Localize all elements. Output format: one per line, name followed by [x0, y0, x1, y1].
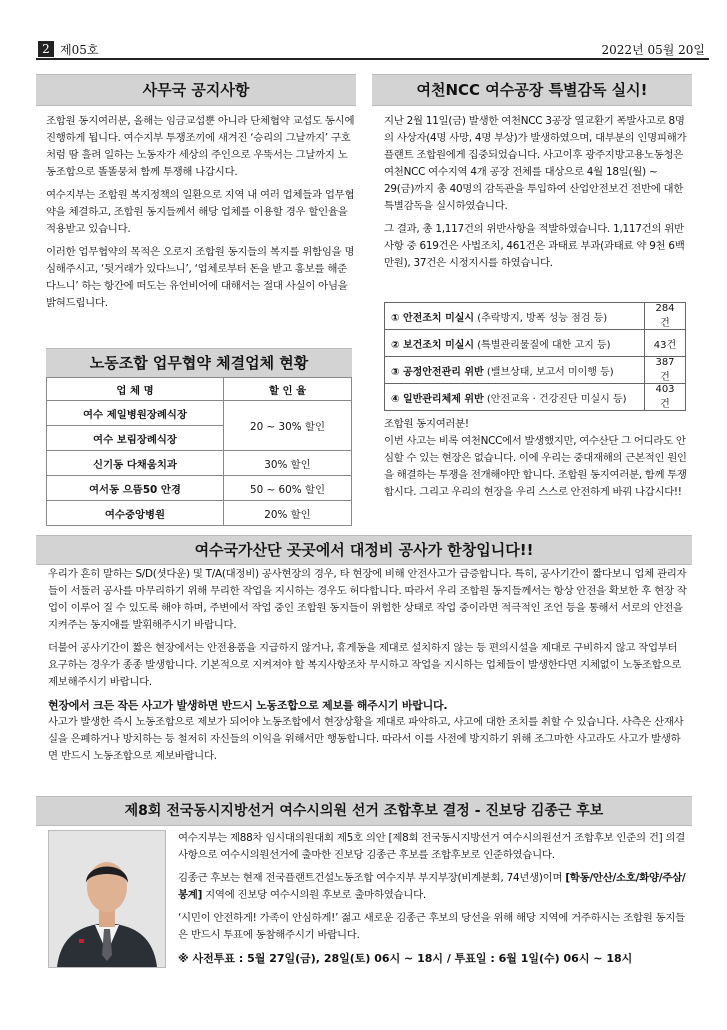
closing-text: 이번 사고는 비록 여천NCC에서 발생했지만, 여수산단 그 어디라도 안심할 수 있는 현장은 없습니다. 이에 우리는 중대재해의 근본적인 원인을 해결하는 투쟁을 전개해야만 합니다. 조합원 동지여러분, 함께 투쟁합시다. 그리고 우리의 현장을 우리 스스로 안전하게 바꿔 나갑시다!! — [384, 435, 687, 498]
construction-title: 여수국가산단 곳곳에서 대정비 공사가 한창입니다!! — [36, 535, 692, 565]
violation-count: 387건 — [645, 357, 686, 384]
table-header-row — [47, 378, 352, 401]
table-row — [47, 451, 352, 476]
partner-name: 신기동 다채움치과 — [47, 451, 224, 476]
violation-detail: (안전교육 · 건강진단 미실시 등) — [483, 393, 627, 405]
inspection-paragraph: 지난 2월 11일(금) 발생한 여천NCC 3공장 열교환기 폭발사고로 8명의 사상자(4명 사망, 4명 부상)가 발생하였으며, 대부분의 인명피해가 플랜트 조합원에게 집중되었습니다. 사고이후 광주지방고용노동청은 여천NCC 여수지역 4개 공장 전체를 대상으로 4월 18일(월) ~ 29(금)까지 총 40명의 감독관을 투입하여 산업안전보건 전반에 대한 특별감독을 실시하였습니다. — [384, 115, 687, 212]
construction-paragraph: 더불어 공사기간이 짧은 현장에서는 안전용품을 지급하지 않거나, 휴게동을 제대로 설치하지 않는 등 편의시설을 제대로 구비하지 않고 작업부터 요구하는 경우가 종종 발생합니다. 기본적으로 지켜져야 할 복지사항조차 무시하고 작업을 지시하는 업체들이 발생한다면 지체없이 노동조합으로 제보해주시기 바랍니다. — [48, 642, 682, 688]
table-row — [47, 476, 352, 501]
election-paragraph: 여수지부는 제88차 임시대의원대회 제5호 의안 [제8회 전국동시지방선거 여수시의원선거 조합후보 인준의 건] 의결사항으로 여수시의원선거에 출마한 진보당 김종근 후보를 조합후보로 인준하였습니다. — [178, 832, 686, 861]
violation-count: 403건 — [645, 384, 686, 411]
candidate-portrait-image — [49, 831, 165, 967]
violation-count: 284건 — [645, 303, 686, 330]
election-body — [178, 830, 690, 966]
violation-detail: (추락방지, 방폭 성능 점검 등) — [474, 312, 608, 324]
column-header: 업 체 명 — [47, 378, 224, 401]
violation-item — [385, 303, 645, 330]
construction-paragraph: 우리가 흔히 말하는 S/D(셧다운) 및 T/A(대정비) 공사현장의 경우, 타 현장에 비해 안전사고가 급증합니다. 특히, 공사기간이 짧다보니 업체 관리자들이 서둘러 공사를 마무리하기 위해 무리한 작업을 지시하는 경우도 허다합니다. 따라서 우리 조합원 동지들께서는 항상 안전을 확보한 후 현장 작업이 이루어 질 수 있도록 해야 하며, 주변에서 작업 중인 조합원 동지들이 위험한 상태로 작업 중이라면 적극적인 조언 등을 통해서 서로의 안전을 지켜주는 동지애를 발휘해주시기 바랍니다. — [48, 568, 687, 631]
inspection-body — [384, 113, 688, 278]
violation-type: ④ 일반관리체제 위반 — [391, 393, 484, 405]
notice-paragraph: 이러한 업무협약의 목적은 오로지 조합원 동지들의 복지를 위함임을 명심해주시고, ‘뒷거래가 있다느니’, ‘업체로부터 돈을 받고 홍보를 해준다느니’ 하는 항간에 떠도는 유언비어에 대해서는 절대 사실이 아님을 밝혀드립니다. — [46, 246, 355, 309]
violations-table — [384, 302, 686, 411]
election-paragraph: ‘시민이 안전하게! 가족이 안심하게!’ 젊고 새로운 김종근 후보의 당선을 위해 해당 지역에 거주하시는 조합원 동지들은 반드시 투표에 동참해주시기 바랍니다. — [178, 912, 685, 941]
column-header: 할 인 율 — [224, 378, 352, 401]
election-title: 제8회 전국동시지방선거 여수시의원 선거 조합후보 결정 - 진보당 김종근 후보 — [36, 796, 692, 826]
voting-schedule: ※ 사전투표 : 5월 27일(금), 28일(토) 06시 ~ 18시 / 투표일 : 6월 1일(수) 06시 ~ 18시 — [178, 952, 633, 965]
construction-body — [48, 566, 688, 771]
notice-body — [46, 113, 356, 318]
table-row — [385, 303, 686, 330]
candidate-text: 지역에 진보당 여수시의원 후보로 출마하였습니다. — [202, 889, 426, 901]
partner-rate: 50 ~ 60% 할인 — [224, 476, 352, 501]
inspection-paragraph: 그 결과, 총 1,117건의 위반사항을 적발하였습니다. 1,117건의 위반사항 중 619건은 사법조치, 461건은 과태료 부과(과태료 약 9천 6백만원), 37건은 시정지시를 하였습니다. — [384, 223, 685, 269]
candidate-text: 김종근 후보는 현재 전국플랜트건설노동조합 여수지부 부지부장(비계분회, 74년생)이며 — [178, 872, 566, 884]
issue-date: 2022년 05월 20일 — [601, 43, 705, 57]
construction-paragraph: 사고가 발생한 즉시 노동조합으로 제보가 되어야 노동조합에서 현장상황을 제대로 파악하고, 사고에 대한 조치를 취할 수 있습니다. 사측은 산재사실을 은폐하거나 방치하는 등 철저히 자신들의 이익을 위해서만 행동합니다. 따라서 이를 사전에 방지하기 위해 조그마한 사고라도 사고가 발생하면 반드시 노동조합으로 제보바랍니다. — [48, 716, 684, 762]
candidate-photo — [48, 830, 166, 968]
partner-name: 여수 제일병원장례식장 — [47, 401, 224, 426]
violation-item — [385, 330, 645, 357]
partner-rate: 20% 할인 — [224, 501, 352, 526]
partner-rate: 30% 할인 — [224, 451, 352, 476]
violation-detail: (특별관리물질에 대한 고지 등) — [474, 339, 611, 351]
table-row — [385, 384, 686, 411]
table-row — [385, 357, 686, 384]
violation-type: ① 안전조치 미실시 — [391, 312, 475, 324]
partners-table — [46, 377, 352, 526]
page-number: 2 — [38, 41, 54, 57]
partner-rate: 20 ~ 30% 할인 — [224, 401, 352, 451]
violation-detail: (밸브상태, 보고서 미이행 등) — [483, 366, 614, 378]
partner-name: 여수 보림장례식장 — [47, 426, 224, 451]
partner-name: 여서동 으뜸50 안경 — [47, 476, 224, 501]
table-row — [47, 501, 352, 526]
table-row — [385, 330, 686, 357]
inspection-closing — [384, 416, 688, 501]
partner-name: 여수중앙병원 — [47, 501, 224, 526]
closing-greeting: 조합원 동지여러분! — [384, 418, 469, 430]
issue-number: 제05호 — [60, 43, 99, 57]
violation-item — [385, 357, 645, 384]
election-paragraph — [178, 870, 690, 904]
candidate-districts: [학동/안산/소호/화양/주삼/봉계] — [178, 872, 686, 901]
header-rule — [36, 58, 709, 60]
partners-title: 노동조합 업무협약 체결업체 현황 — [46, 348, 352, 378]
notice-paragraph: 여수지부는 조합원 복지정책의 일환으로 지역 내 여러 업체들과 업무협약을 체결하고, 조합원 동지들께서 해당 업체를 이용할 경우 할인율을 적용받고 있습니다. — [46, 189, 355, 235]
violation-item — [385, 384, 645, 411]
inspection-title: 여천NCC 여수공장 특별감독 실시! — [372, 74, 692, 106]
construction-emphasis: 현장에서 크든 작든 사고가 발생하면 반드시 노동조합으로 제보를 해주시기 바랍니다. — [48, 699, 448, 712]
notice-paragraph: 조합원 동지여러분, 올해는 임금교섭뿐 아니라 단체협약 교섭도 동시에 진행하게 됩니다. 여수지부 투쟁조끼에 새겨진 ‘승리의 그날까지’ 구호처럼 땀 흘려 일하는 노동자가 세상의 주인으로 우뚝서는 그날까지 노동조합으로 똘똘뭉쳐 함께 투쟁해 나갑시다. — [46, 115, 355, 178]
violation-type: ② 보건조치 미실시 — [391, 339, 475, 351]
violation-type: ③ 공정안전관리 위반 — [391, 366, 484, 378]
table-row — [47, 401, 352, 426]
violation-count: 43건 — [645, 330, 686, 357]
notice-title: 사무국 공지사항 — [36, 74, 356, 106]
